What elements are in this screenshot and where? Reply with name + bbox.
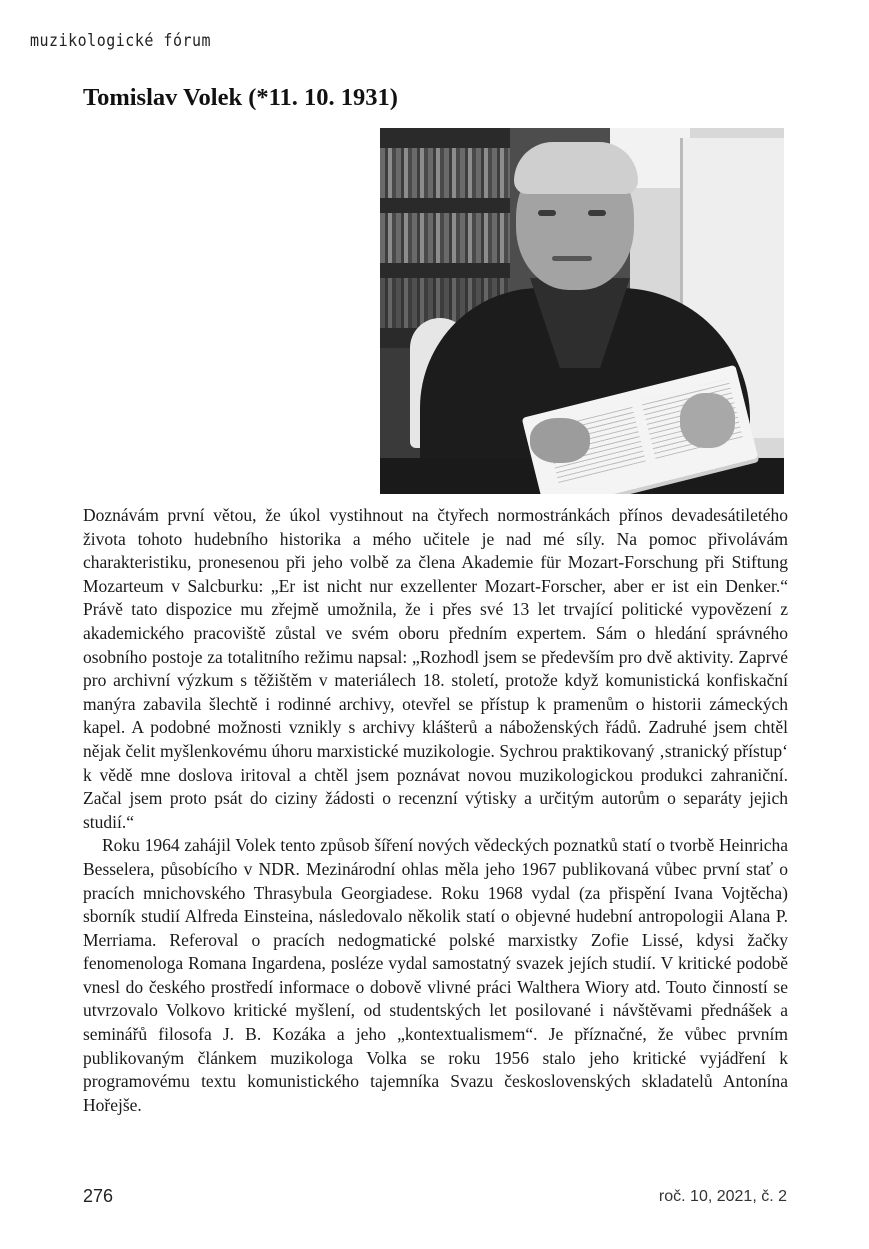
issue-info: roč. 10, 2021, č. 2: [658, 1188, 787, 1205]
portrait-photo: [380, 128, 784, 494]
page-number: 276: [83, 1186, 114, 1206]
paragraph: Roku 1964 zahájil Volek tento způsob šíření nových vědeckých poznatků statí o tvorbě Heinricha Besselera, působícího v NDR. Mezinárodní ohlas měla jeho 1967 publikovaná vůbec první stať o pracích mnichovského Thrasybula Georgiadese. Roku 1968 vydal (za přispění Ivana Vojtěcha) sborník studií Alfreda Einsteina, následovalo několik statí o objevné hudební antropologii Alana P. Merriama. Referoval o pracích nedogmatické polské marxistky Zofie Lissé, kdysi žačky fenomenologa Romana Ingardena, posléze vydal samostatný svazek jejích studií. V kritické podobě vnesl do českého prostředí informace o dobově vlivné práci Walthera Wiory atd. Touto činností se utvrzovalo Volkovo kritické myšlení, od studentských let posilované i návštěvami přednášek a seminářů filosofa J. B. Kozáka a jeho „kontextualismem“. Je příznačné, že vůbec prvním publikovaným článkem muzikologa Volka se roku 1956 stalo jeho kritické vyjádření k programovému textu komunistického tajemníka Svazu československých skladatelů Antonína Hořejše.: [83, 835, 788, 1115]
article-body: [83, 504, 788, 1117]
article-title: Tomislav Volek (*11. 10. 1931): [83, 84, 398, 111]
paragraph: Doznávám první větou, že úkol vystihnout na čtyřech normostránkách přínos devadesátiletého života tohoto hudebního historika a mého učitele je nad mé síly. Na pomoc přivolávám charakteristiku, pronesenou při jeho volbě za člena Akademie für Mozart-Forschung při Stiftung Mozarteum v Salcburku: „Er ist nicht nur exzellenter Mozart-Forscher, aber er ist ein Denker.“ Právě tato dispozice mu zřejmě umožnila, že i přes své 13 let trvající politické vypovězení z akademického pracoviště zůstal ve svém oboru předním expertem. Sám o hledání správného osobního postoje za totalitního režimu napsal: „Rozhodl jsem se především pro dvě aktivity. Zaprvé pro archivní výzkum s těžištěm v materiálech 18. století, protože když komunistická konfiskační manýra zabavila šlechtě i rodinné archivy, otevřel se přístup k pramenům o historii zámeckých kapel. A podobné možnosti vznikly s archivy klášterů a náboženských řádů. Zadruhé jsem chtěl nějak čelit myšlenkovému úhoru marxistické muzikologie. Sychrou praktikovaný ‚stranický přístup‘ k vědě mne doslova iritoval a chtěl jsem poznávat novou muzikologickou produkci zahraniční. Začal jsem proto psát do ciziny žádosti o recenzní výtisky a určitým autorům o separáty jejich studií.“: [83, 505, 788, 832]
journal-name: muzikologické fórum: [30, 30, 212, 51]
